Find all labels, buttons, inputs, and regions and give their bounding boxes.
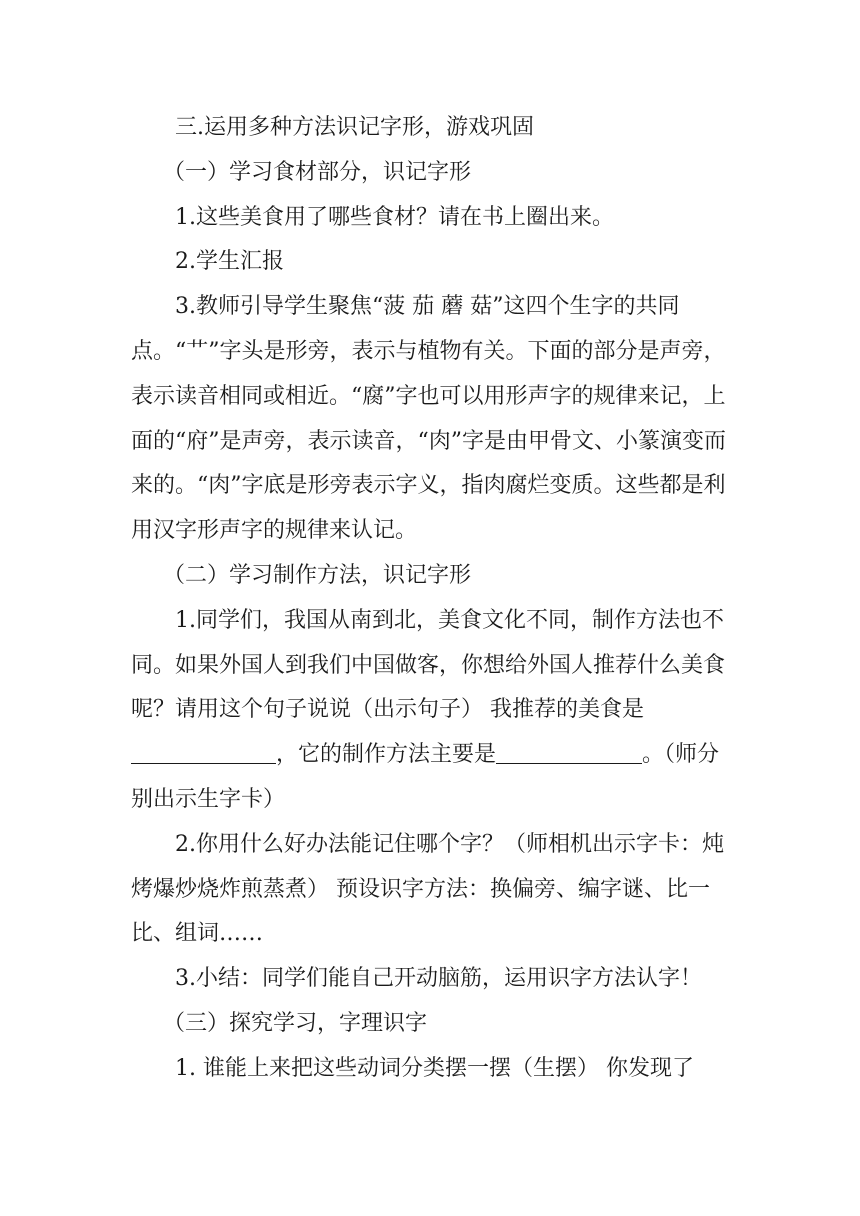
paragraph-recommend-food (131, 599, 731, 823)
paragraph-classify-verbs: 1. 谁能上来把这些动词分类摆一摆（生摆） 你发现了 (175, 1055, 694, 1081)
paragraph-teacher-guide: 3.教师引导学生聚焦“菠 茄 蘑 菇”这四个生字的共同点。“艹”字头是形旁，表示与植物有关。下面的部分是声旁，表示读音相同或相近。“腐”字也可以用形声字的规律来记，上面的“府”是声旁，表示读音，“肉”字是由甲骨文、小篆演变而来的。“肉”字底是形旁表示字义，指肉腐烂变质。这些都是利用汉字形声字的规律来认记。 (131, 294, 726, 544)
fill-blank-food (131, 741, 276, 764)
recommend-text-end: 。（师分别出示生字卡） (131, 742, 720, 812)
recommend-text-start: 1.同学们，我国从南到北，美食文化不同，制作方法也不同。如果外国人到我们中国做客，你想给外国人推荐什么美食呢？请用这个句子说说（出示句子） 我推荐的美食是 (131, 607, 726, 723)
paragraph-question-ingredients: 1.这些美食用了哪些食材？请在书上圈出来。 (175, 204, 614, 230)
recommend-text-middle: ，它的制作方法主要是 (276, 742, 497, 768)
paragraph-student-report: 2.学生汇报 (175, 249, 284, 275)
fill-blank-method (496, 741, 642, 764)
paragraph-summary: 3.小结：同学们能自己开动脑筋，运用识字方法认字！ (175, 966, 702, 992)
subsection-heading-two: （二）学习制作方法，识记字形 (163, 562, 472, 588)
subsection-heading-three: （三）探究学习，字理识字 (163, 1010, 428, 1036)
paragraph-memory-method: 2.你用什么好办法能记住哪个字？（师相机出示字卡：炖烤爆炒烧炸煎蒸煮） 预设识字方法：换偏旁、编字谜、比一比、组词…… (131, 831, 724, 947)
document-body (131, 106, 731, 1092)
subsection-heading-one: （一）学习食材部分，识记字形 (163, 159, 472, 185)
section-heading-three: 三.运用多种方法识记字形，游戏巩固 (175, 115, 534, 140)
